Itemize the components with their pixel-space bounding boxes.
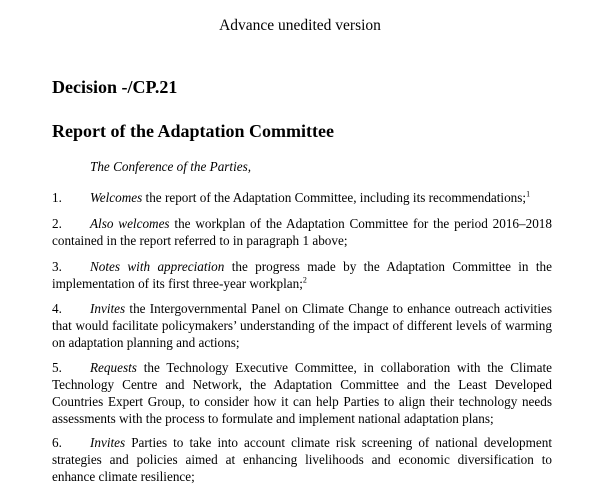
- paragraph-text: the workplan of the Adaptation Committee for the period 2016–2018 contained in the report referred to in paragraph 1 above;: [52, 216, 552, 248]
- paragraph-number: 6.: [52, 435, 62, 450]
- paragraph-5: [52, 359, 552, 427]
- preamble: The Conference of the Parties,: [90, 159, 252, 174]
- paragraph-3: [52, 258, 552, 292]
- paragraph-number: 1.: [52, 190, 62, 205]
- paragraph-4: [52, 300, 552, 351]
- paragraph-2: [52, 215, 552, 249]
- footnote-marker[interactable]: 1: [526, 189, 531, 199]
- paragraph-text: Parties to take into account climate risk screening of national development strategies and policies aimed at enhancing livelihoods and economic diversification to enhance climate resilience;: [52, 435, 552, 484]
- paragraph-text: the progress made by the Adaptation Committee in the implementation of its first three-year workplan;: [52, 259, 552, 291]
- report-title: Report of the Adaptation Committee: [52, 121, 334, 141]
- paragraph-lead: Invites: [90, 301, 126, 316]
- paragraph-number: 4.: [52, 301, 62, 316]
- version-note: Advance unedited version: [219, 17, 381, 34]
- paragraph-6: [52, 434, 552, 485]
- footnote-marker[interactable]: 2: [302, 275, 307, 285]
- paragraph-lead: Notes with appreciation: [90, 259, 225, 274]
- paragraph-number: 5.: [52, 360, 62, 375]
- paragraph-lead: Welcomes: [90, 190, 143, 205]
- paragraph-number: 2.: [52, 216, 62, 231]
- paragraph-lead: Requests: [90, 360, 137, 375]
- paragraph-1: [52, 189, 552, 206]
- paragraph-lead: Also welcomes: [90, 216, 170, 231]
- decision-title: Decision -/CP.21: [52, 77, 178, 97]
- paragraph-lead: Invites: [90, 435, 126, 450]
- paragraph-text: the report of the Adaptation Committee, including its recommendations;: [142, 190, 527, 205]
- paragraph-text: the Technology Executive Committee, in collaboration with the Climate Technology Centre and Network, the Adaptation Committee and the Least Developed Countries Expert Group, to consider how it can help Parties to align their technology needs assessments with the process to formulate and implement national adaptation plans;: [52, 360, 552, 426]
- paragraph-text: the Intergovernmental Panel on Climate Change to enhance outreach activities that would facilitate policymakers’ understanding of the impact of different levels of warming on adaptation planning and actions;: [52, 301, 552, 350]
- paragraph-number: 3.: [52, 259, 62, 274]
